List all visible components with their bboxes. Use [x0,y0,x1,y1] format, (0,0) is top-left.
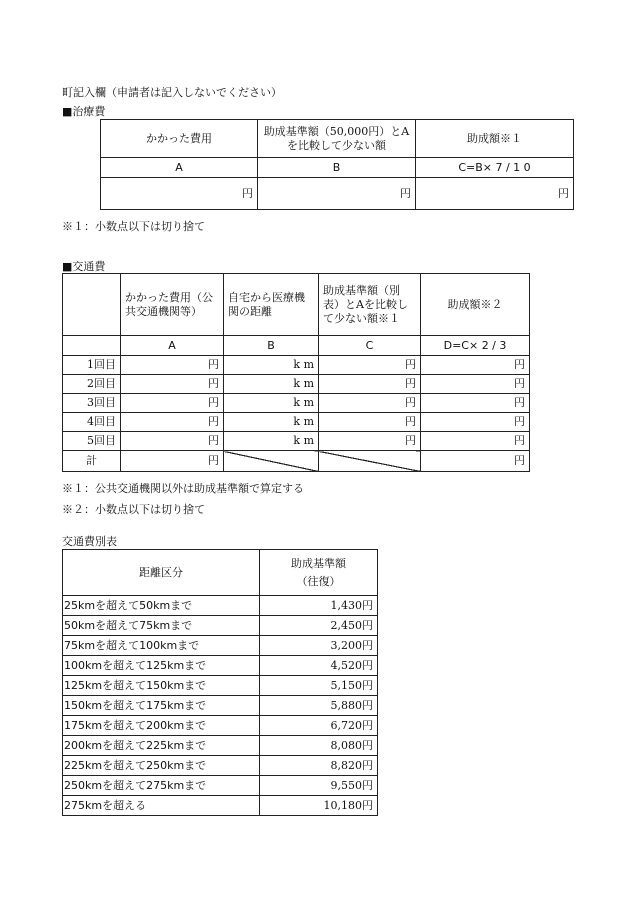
transport-input-b[interactable]: k m [224,413,319,432]
fare-row-range: 125kmを超えて150kmまで [63,676,260,696]
form-header: 町記入欄（申請者は記入しないでください） [62,86,282,99]
transport-table [62,273,530,472]
transport-title: ■交通費 [62,260,106,273]
fare-row-range: 150kmを超えて175kmまで [63,696,260,716]
transport-row-label: 1回目 [63,356,121,375]
transport-row-label: 4回目 [63,413,121,432]
fare-row-amount: 10,180円 [260,796,378,816]
transport-input-a[interactable]: 円 [121,413,224,432]
transport-header-cost: かかった費用（公共交通機関等） [121,274,224,336]
transport-input-d[interactable]: 円 [421,413,530,432]
treatment-input-b[interactable]: 円 [258,178,416,210]
transport-input-c[interactable]: 円 [319,375,421,394]
transport-header-base: 助成基準額（別表）とAを比較して少ない額※１ [319,274,421,336]
transport-input-b[interactable]: k m [224,394,319,413]
transport-input-b[interactable]: k m [224,356,319,375]
fare-row-amount: 4,520円 [260,656,378,676]
treatment-letter-c: C=B× 7 / 1 0 [416,158,574,178]
transport-letter-empty [63,336,121,356]
fare-header-amount-line2: （往復） [296,574,341,588]
transport-row-label: 2回目 [63,375,121,394]
fare-table-title: 交通費別表 [62,535,117,548]
fare-row-amount: 1,430円 [260,596,378,616]
treatment-title: ■治療費 [62,105,106,118]
fare-row-amount: 8,820円 [260,756,378,776]
transport-letter-c: C [319,336,421,356]
transport-input-c[interactable]: 円 [319,356,421,375]
fare-row-amount: 9,550円 [260,776,378,796]
treatment-note: ※１：小数点以下は切り捨て [62,220,205,233]
fare-row-amount: 5,880円 [260,696,378,716]
transport-input-c[interactable]: 円 [319,432,421,451]
treatment-header-base: 助成基準額（50,000円）とAを比較して少ない額 [258,120,416,158]
fare-row-range: 75kmを超えて100kmまで [63,636,260,656]
transport-total-a[interactable]: 円 [121,451,224,472]
fare-row-range: 225kmを超えて250kmまで [63,756,260,776]
transport-note-1: ※１：公共交通機関以外は助成基準額で算定する [62,482,304,495]
transport-total-d[interactable]: 円 [421,451,530,472]
fare-row-range: 50kmを超えて75kmまで [63,616,260,636]
fare-row-amount: 6,720円 [260,716,378,736]
treatment-input-c[interactable]: 円 [416,178,574,210]
fare-row-range: 200kmを超えて225kmまで [63,736,260,756]
treatment-letter-a: A [101,158,258,178]
transport-letter-d: D=C× 2 / 3 [421,336,530,356]
fare-header-range: 距離区分 [63,550,260,596]
transport-input-d[interactable]: 円 [421,394,530,413]
transport-note-2: ※２：小数点以下は切り捨て [62,503,205,516]
transport-corner-cell [63,274,121,336]
fare-table [62,549,378,816]
fare-row-range: 275kmを超える [63,796,260,816]
fare-row-range: 175kmを超えて200kmまで [63,716,260,736]
treatment-table [100,119,574,210]
transport-input-d[interactable]: 円 [421,432,530,451]
transport-letter-a: A [121,336,224,356]
fare-row-amount: 2,450円 [260,616,378,636]
transport-header-subsidy: 助成額※２ [421,274,530,336]
transport-total-label: 計 [63,451,121,472]
fare-row-amount: 8,080円 [260,736,378,756]
transport-row-label: 5回目 [63,432,121,451]
transport-input-a[interactable]: 円 [121,375,224,394]
fare-row-range: 25kmを超えて50kmまで [63,596,260,616]
transport-input-b[interactable]: k m [224,432,319,451]
transport-input-d[interactable]: 円 [421,375,530,394]
transport-row-label: 3回目 [63,394,121,413]
fare-row-amount: 5,150円 [260,676,378,696]
fare-row-range: 250kmを超えて275kmまで [63,776,260,796]
fare-row-range: 100kmを超えて125kmまで [63,656,260,676]
fare-row-amount: 3,200円 [260,636,378,656]
treatment-header-cost: かかった費用 [101,120,258,158]
transport-total-c-crossed [319,451,421,472]
transport-input-c[interactable]: 円 [319,394,421,413]
transport-input-c[interactable]: 円 [319,413,421,432]
fare-header-amount [260,550,378,596]
transport-input-a[interactable]: 円 [121,432,224,451]
transport-total-b-crossed [224,451,319,472]
transport-letter-b: B [224,336,319,356]
fare-header-amount-line1: 助成基準額 [291,556,346,570]
treatment-letter-b: B [258,158,416,178]
treatment-header-subsidy: 助成額※１ [416,120,574,158]
transport-input-d[interactable]: 円 [421,356,530,375]
treatment-input-a[interactable]: 円 [101,178,258,210]
transport-input-a[interactable]: 円 [121,394,224,413]
transport-input-a[interactable]: 円 [121,356,224,375]
transport-header-distance: 自宅から医療機関の距離 [224,274,319,336]
transport-input-b[interactable]: k m [224,375,319,394]
